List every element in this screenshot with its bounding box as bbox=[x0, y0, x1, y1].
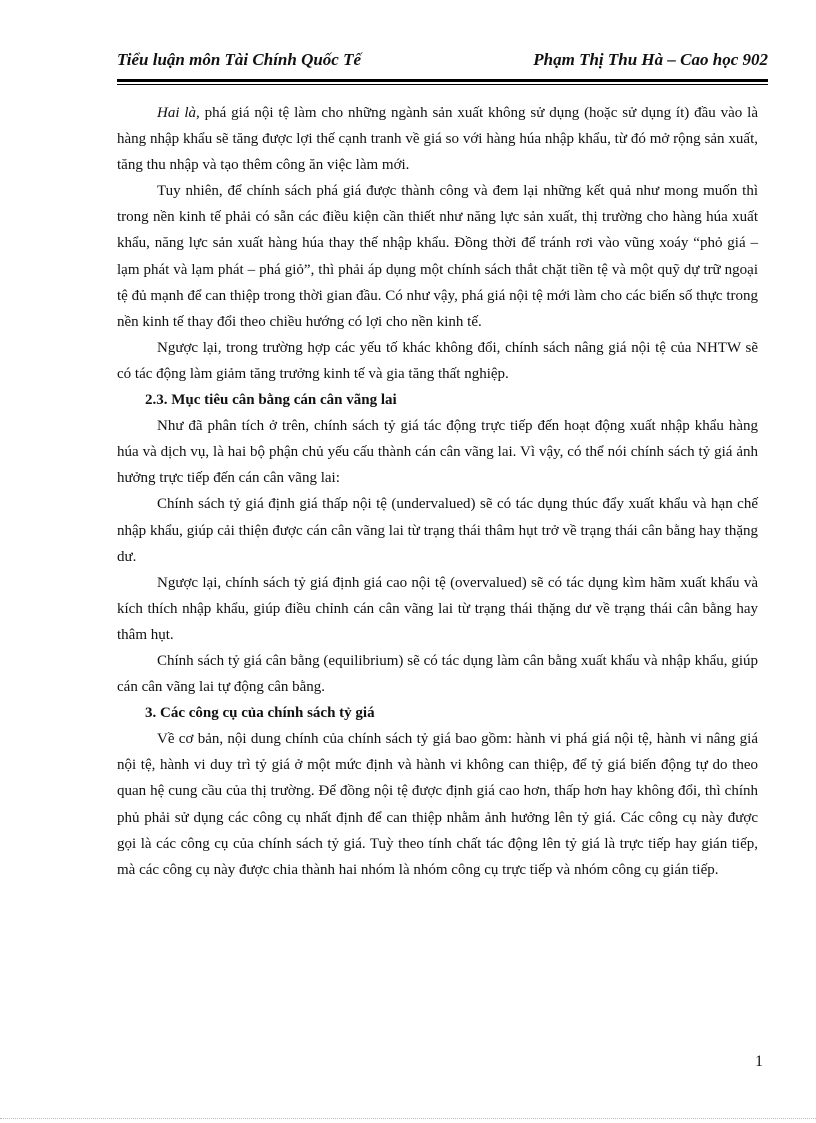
paragraph: Về cơ bản, nội dung chính của chính sách tỷ giá bao gồm: hành vi phá giá nội tệ, hành vi nâng giá nội tệ, hành vi duy trì tỷ giá ở một mức định và hành vi không can thiệp, để tỷ giá biến động tự do theo quan hệ cung cầu của thị trường. Để đồng nội tệ được định giá cao hơn, thấp hơn hay không đổi, thì chính phủ phải sử dụng các công cụ nhất định để can thiệp nhằm ảnh hưởng lên tỷ giá. Các công cụ này được gọi là các công cụ của chính sách tỷ giá. Tuỳ theo tính chất tác động lên tỷ giá là trực tiếp hay gián tiếp, mà các công cụ này được chia thành hai nhóm là nhóm công cụ trực tiếp và nhóm công cụ gián tiếp. bbox=[117, 731, 758, 878]
paragraph: Chính sách tỷ giá định giá thấp nội tệ (undervalued) sẽ có tác dụng thúc đẩy xuất khẩu và hạn chế nhập khẩu, giúp cải thiện được cán cân vãng lai từ trạng thái thâm hụt trở về trạng thái cân bằng hay thặng dư. bbox=[117, 496, 758, 565]
paragraph-lead: Hai là, bbox=[157, 105, 200, 121]
header-rule-thin bbox=[117, 84, 768, 85]
page-number: 1 bbox=[755, 1053, 763, 1070]
paragraph-text: phá giá nội tệ làm cho những ngành sản xuất không sử dụng (hoặc sử dụng ít) đầu vào là hàng nhập khẩu sẽ tăng được lợi thế cạnh tranh về giá so với hàng húa nhập khẩu, từ đó mở rộng sản xuất, tăng thu nhập và tạo thêm công ăn việc làm mới. bbox=[117, 105, 758, 174]
page-header bbox=[117, 50, 768, 70]
document-body bbox=[117, 100, 758, 883]
paragraph: Như đã phân tích ở trên, chính sách tỷ giá tác động trực tiếp đến hoạt động xuất nhập khẩu hàng húa và dịch vụ, là hai bộ phận chủ yếu cấu thành cán cân vãng lai. Vì vậy, có thể nói chính sách tỷ giá ảnh hưởng trực tiếp đến cán cân vãng lai: bbox=[117, 418, 758, 487]
paragraph: Ngược lại, chính sách tỷ giá định giá cao nội tệ (overvalued) sẽ có tác dụng kìm hãm xuất khẩu và kích thích nhập khẩu, giúp điều chỉnh cán cân vãng lai từ trạng thái thặng dư về trạng thái cân bằng hay thâm hụt. bbox=[117, 574, 758, 643]
paragraph: Tuy nhiên, để chính sách phá giá được thành công và đem lại những kết quả như mong muốn thì trong nền kinh tế phải có sẵn các điều kiện cần thiết như năng lực sản xuất, thị trường cho hàng húa xuất khẩu, năng lực sản xuất hàng húa thay thế nhập khẩu. Đồng thời để tránh rơi vào vũng xoáy “phỏ giá – lạm phát và lạm phát – phá giỏ”, thì phải áp dụng một chính sách thắt chặt tiền tệ và một quỹ dự trữ ngoại tệ đủ mạnh để can thiệp trong thời gian đầu. Có như vậy, phá giá nội tệ mới làm cho các biến số thực trong nền kinh tế thay đổi theo chiều hướng có lợi cho nền kinh tế. bbox=[117, 183, 758, 330]
page-bottom-edge bbox=[0, 1118, 816, 1119]
section-heading: 2.3. Mục tiêu cân bằng cán cân vãng lai bbox=[145, 392, 397, 409]
paragraph: Chính sách tỷ giá cân bằng (equilibrium) sẽ có tác dụng làm cân bằng xuất khẩu và nhập khẩu, giúp cán cân vãng lai tự động cân bằng. bbox=[117, 652, 758, 696]
paragraph: Ngược lại, trong trường hợp các yếu tố khác không đổi, chính sách nâng giá nội tệ của NHTW sẽ có tác động làm giảm tăng trưởng kinh tế và gia tăng thất nghiệp. bbox=[117, 339, 758, 382]
header-rule-thick bbox=[117, 79, 768, 82]
header-author: Phạm Thị Thu Hà – Cao học 902 bbox=[533, 50, 768, 69]
paragraph bbox=[117, 100, 758, 178]
header-document-title: Tiểu luận môn Tài Chính Quốc Tế bbox=[117, 50, 362, 69]
section-heading: 3. Các công cụ của chính sách tỷ giá bbox=[145, 705, 375, 722]
